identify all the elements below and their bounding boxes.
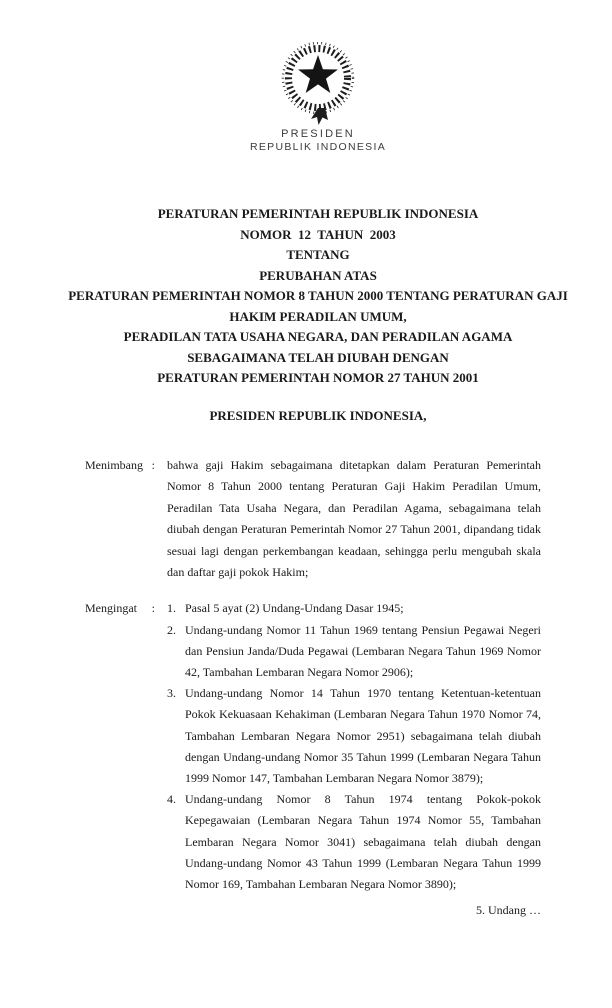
title-line: PERADILAN TATA USAHA NEGARA, DAN PERADILAN AGAMA <box>123 329 513 344</box>
page-catchword: 5. Undang … <box>476 903 541 918</box>
legal-basis-item <box>167 598 541 619</box>
title-line: SEBAGAIMANA TELAH DIUBAH DENGAN <box>187 349 449 365</box>
mengingat-label: Mengingat <box>85 601 137 616</box>
letterhead-republik-indonesia-text: REPUBLIK INDONESIA <box>249 141 386 153</box>
legal-basis-item <box>167 620 541 684</box>
menimbang-paragraph: bahwa gaji Hakim sebagaimana ditetapkan dalam Peraturan Pemerintah Nomor 8 Tahun 2000 tentang Peraturan Gaji Hakim Peradilan Umum, Peradilan Tata Usaha Negara, dan Peradilan Agama, sebagaimana telah diubah dengan Peraturan Pemerintah Nomor 27 Tahun 2001, dipandang tidak sesuai lagi dengan perkembangan keadaan, sehingga perlu mengubah skala dan daftar gaji pokok Hakim; <box>167 458 541 580</box>
item-text: Pasal 5 ayat (2) Undang-Undang Dasar 1945; <box>185 601 404 616</box>
title-line: HAKIM PERADILAN UMUM, <box>229 308 407 324</box>
star-wreath-presidential-emblem-icon <box>279 42 357 126</box>
salutation-line: PRESIDEN REPUBLIK INDONESIA, <box>209 408 427 423</box>
item-number: 3. <box>167 686 176 701</box>
document-body <box>85 455 541 922</box>
mengingat-colon: : <box>151 601 155 616</box>
legal-basis-item <box>167 683 541 789</box>
clause-label-column <box>85 598 167 619</box>
title-line: PERATURAN PEMERINTAH REPUBLIK INDONESIA <box>157 206 479 221</box>
item-number: 1. <box>167 601 176 616</box>
mengingat-item-list <box>167 598 541 895</box>
mengingat-clause <box>85 598 541 895</box>
item-number: 4. <box>167 792 176 807</box>
presidential-letterhead <box>12 42 612 154</box>
item-text: Undang-undang Nomor 11 Tahun 1969 tentang Pensiun Pegawai Negeri dan Pensiun Janda/Duda Pegawai (Lembaran Negara Tahun 1969 Nomor 42, Tambahan Lembaran Negara Nomor 2906); <box>185 622 541 680</box>
title-line: PERUBAHAN ATAS <box>259 267 377 283</box>
regulation-title <box>25 204 611 389</box>
menimbang-label: Menimbang <box>85 458 143 472</box>
item-text: Undang-undang Nomor 8 Tahun 1974 tentang Pokok-pokok Kepegawaian (Lembaran Negara Tahun 1974 Nomor 55, Tambahan Lembaran Negara Nomor 3041) sebagaimana telah diubah dengan Undang-undang Nomor 43 Tahun 1999 (Lembaran Negara Tahun 1999 Nomor 169, Tambahan Lembaran Negara Nomor 3890); <box>185 792 541 892</box>
title-line: TENTANG <box>286 247 350 262</box>
title-line: PERATURAN PEMERINTAH NOMOR 27 TAHUN 2001 <box>157 370 479 385</box>
item-number: 2. <box>167 622 176 637</box>
title-line: NOMOR 12 TAHUN 2003 <box>240 226 396 242</box>
menimbang-colon: : <box>151 458 155 472</box>
clause-label-column <box>85 455 167 476</box>
item-text: Undang-undang Nomor 14 Tahun 1970 tentang Ketentuan-ketentuan Pokok Kekuasaan Kehakiman (Lembaran Negara Tahun 1970 Nomor 74, Tambahan Lembaran Negara Nomor 2951) sebagaimana telah diubah dengan Undang-undang Nomor 35 Tahun 1999 (Lembaran Negara Tahun 1999 Nomor 147, Tambahan Lembaran Negara Nomor 3879); <box>185 686 541 786</box>
letterhead-presiden-text: PRESIDEN <box>281 128 355 140</box>
legal-basis-item <box>167 789 541 895</box>
menimbang-clause <box>85 455 541 583</box>
title-line: PERATURAN PEMERINTAH NOMOR 8 TAHUN 2000 TENTANG PERATURAN GAJI <box>68 288 568 303</box>
